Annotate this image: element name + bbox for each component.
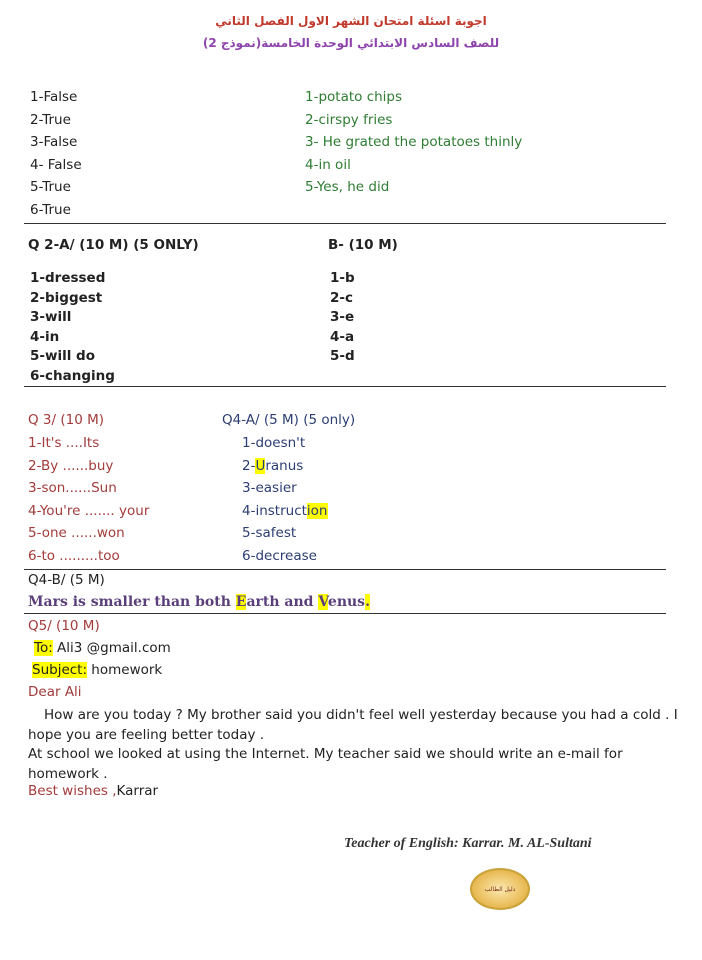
answer-item: 2-c bbox=[330, 289, 353, 306]
answer-item: 4-You're ....... your bbox=[28, 502, 150, 519]
answer-item: 5-will do bbox=[30, 348, 95, 365]
answer-item: 2-cirspy fries bbox=[305, 111, 393, 128]
answer-item: 1-doesn't bbox=[242, 435, 306, 451]
answer-item: 5-d bbox=[330, 348, 355, 365]
highlighted-letter: U bbox=[255, 457, 266, 474]
divider bbox=[24, 223, 666, 224]
q2b-answers bbox=[330, 269, 355, 367]
q2b-heading: B- (10 M) bbox=[328, 237, 398, 253]
email-paragraph-1b: hope you are feeling better today . bbox=[28, 727, 265, 743]
email-subject-line: Subject: homework bbox=[32, 662, 163, 678]
email-closing: Best wishes ,Karrar bbox=[28, 783, 159, 799]
answer-item: 5-one ......won bbox=[28, 525, 125, 541]
page-title: اجوبة اسئلة امتحان الشهر الاول الفصل الثاني bbox=[215, 14, 487, 28]
answer-item: 4- False bbox=[30, 156, 82, 173]
answer-item: 1-dressed bbox=[30, 270, 106, 286]
divider bbox=[24, 569, 666, 570]
q3-answers bbox=[28, 432, 149, 567]
answer-item: 6-to .........too bbox=[28, 547, 120, 564]
answer-item: 3-easier bbox=[242, 480, 297, 496]
q4b-answer: Mars is smaller than both Earth and Venus. bbox=[28, 594, 370, 610]
divider bbox=[24, 386, 666, 387]
answer-item: 3-will bbox=[30, 309, 72, 326]
answer-item: 5-Yes, he did bbox=[305, 179, 390, 195]
answer-item: 4-in oil bbox=[305, 156, 351, 173]
email-paragraph-1: How are you today ? My brother said you didn't feel well yesterday because you had a cold . I bbox=[44, 707, 678, 723]
answer-item: 1-b bbox=[330, 270, 355, 286]
q3-heading: Q 3/ (10 M) bbox=[28, 412, 104, 428]
q2a-answers bbox=[30, 269, 115, 387]
answer-item: 3-e bbox=[330, 309, 355, 326]
q4a-answers bbox=[242, 432, 328, 567]
answer-item: 4-in bbox=[30, 328, 60, 345]
answer-item: 6-True bbox=[30, 201, 71, 218]
answer-item: 4-instruction bbox=[242, 502, 328, 519]
q5-heading: Q5/ (10 M) bbox=[28, 618, 100, 634]
email-paragraph-2: At school we looked at using the Internet. My teacher said we should write an e-mail for bbox=[28, 746, 623, 762]
q4b-heading: Q4-B/ (5 M) bbox=[28, 572, 105, 588]
answer-item: 3- He grated the potatoes thinly bbox=[305, 134, 523, 150]
divider bbox=[24, 613, 666, 614]
answer-item: 6-changing bbox=[30, 367, 115, 384]
highlighted-text: ion bbox=[306, 502, 328, 519]
q1-left-answers bbox=[30, 86, 82, 221]
answer-item: 2-biggest bbox=[30, 289, 103, 306]
answer-item: 1-False bbox=[30, 89, 78, 105]
page-subtitle: للصف السادس الابتدائي الوحدة الخامسة(نموذج 2) bbox=[202, 36, 500, 50]
answer-item: 5-True bbox=[30, 179, 71, 195]
email-greeting: Dear Ali bbox=[28, 684, 82, 700]
q1-right-answers bbox=[305, 86, 522, 199]
email-paragraph-2b: homework . bbox=[28, 766, 108, 782]
answer-item: 2-True bbox=[30, 111, 71, 128]
email-to-line: To: Ali3 @gmail.com bbox=[34, 640, 171, 656]
answer-item: 1-It's ....Its bbox=[28, 435, 100, 451]
teacher-signature: Teacher of English: Karrar. M. AL-Sultani bbox=[344, 836, 592, 851]
q4a-heading: Q4-A/ (5 M) (5 only) bbox=[222, 412, 356, 428]
q2a-heading: Q 2-A/ (10 M) (5 ONLY) bbox=[28, 237, 199, 253]
answer-item: 4-a bbox=[330, 328, 355, 345]
school-logo-icon: دليل الطالب bbox=[470, 868, 530, 910]
answer-item: 3-False bbox=[30, 134, 78, 150]
answer-item: 6-decrease bbox=[242, 547, 317, 564]
answer-item: 2-Uranus bbox=[242, 457, 304, 474]
answer-item: 5-safest bbox=[242, 525, 297, 541]
answer-item: 1-potato chips bbox=[305, 89, 403, 105]
answer-item: 2-By ......buy bbox=[28, 457, 114, 474]
answer-item: 3-son......Sun bbox=[28, 480, 117, 496]
